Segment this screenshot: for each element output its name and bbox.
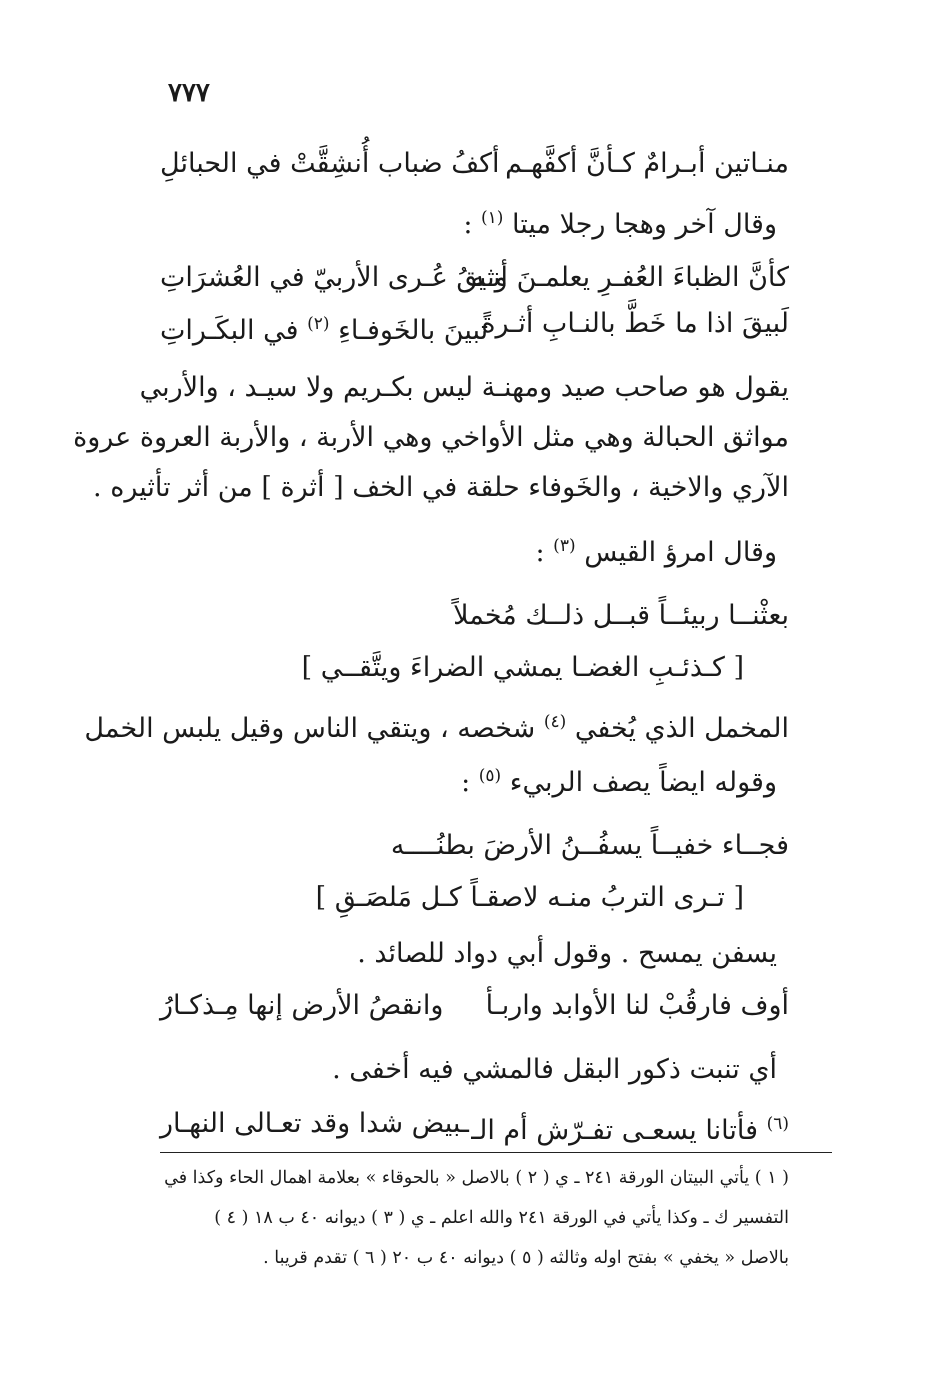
- verse-line-4: بعثْنــا ربيئــاً قبــل ذلــك مُخملاً: [453, 600, 789, 631]
- paragraph-1-line-1: يقول هو صاحب صيد ومهنـة ليس بكـريم ولا سيـد ، والأربي: [139, 372, 789, 403]
- footnote-ref-3: (٣): [553, 536, 576, 556]
- verse-line-7: [160, 1104, 789, 1144]
- footnote-ref-2: (٢): [307, 314, 330, 334]
- verse-7-second-hemistich: ـبيض شدا وقد تعـالى النهـار: [160, 1108, 469, 1139]
- verse-3-second-post: في البكَـراتِ: [160, 315, 299, 346]
- intro-line-3: [461, 766, 777, 799]
- verse-line-1: [160, 144, 789, 184]
- intro-line-2: [535, 536, 777, 569]
- footnote-ref-6: (٦): [766, 1114, 789, 1134]
- verse-3-second-hemistich: [160, 304, 488, 351]
- intro-1-colon: :: [463, 209, 473, 240]
- intro-1-text: وقال آخر وهجا رجلا ميتا: [512, 209, 777, 240]
- verse-1-first-hemistich: منـاتين أبـرامٌ كـأنَّ أكفَّهـم: [505, 148, 789, 179]
- verse-line-5: فجــاء خفيــاً يسفُــنُ الأرضَ بطنُــــه: [390, 830, 789, 861]
- paragraph-2-pre: المخمل الذي يُخفي: [574, 713, 789, 744]
- intro-2-text: وقال امرؤ القيس: [584, 537, 777, 568]
- verse-line-2: [160, 258, 789, 298]
- intro-2-colon: :: [535, 537, 545, 568]
- paragraph-2-line-1: [84, 712, 789, 745]
- verse-6-first-hemistich: أوف فارقُبْ لنا الأوابد واربـأ: [485, 990, 789, 1021]
- verse-2-first-hemistich: كأنَّ الظباءَ العُفـرِ يعلمـنَ أنـه: [470, 262, 789, 293]
- verse-1-second-hemistich: أكفُ ضباب أُنشِقَّتْ في الحبائلِ: [160, 148, 500, 179]
- footnote-ref-5: (٥): [478, 766, 502, 786]
- verse-3-first-hemistich: لَبيقَ اذا ما خَطَّ بالنـابِ أثـرةً: [481, 308, 789, 339]
- paragraph-2-post: شخصه ، ويتقي الناس وقيل يلبس الخمل: [84, 713, 536, 744]
- footnote-ref-4: (٤): [543, 712, 567, 732]
- verse-line-4-completion: [ كـذئـبِ الغضـا يمشي الضراءَ ويتَّقــي ]: [301, 652, 744, 683]
- verse-line-5-completion: [ تـرى التربُ منـه لاصقـاً كـل مَلصَـقِ ]: [315, 882, 744, 913]
- paragraph-1-line-3: الآري والاخية ، والخَوفاء حلقة في الخف [ أثرة ] من أثر تأثيره .: [93, 472, 789, 503]
- verse-7-first-hemistich: [471, 1104, 789, 1151]
- verse-line-6: [160, 986, 789, 1026]
- intro-line-1: [463, 208, 777, 241]
- footnote-line-3: بالاصل « يخفي » بفتح اوله وثالثه ( ٥ ) ديوانه ٤٠ ب ٢٠ ( ٦ ) تقدم قريبا .: [263, 1248, 789, 1268]
- verse-2-second-hemistich: وثيقُ عُـرى الأربيّ في العُشرَاتِ: [160, 262, 508, 293]
- footnote-ref-1: (١): [481, 208, 504, 228]
- verse-3-second-pre: تبينَ بالخَوفـاءِ: [338, 315, 489, 346]
- verse-6-second-hemistich: وانقصُ الأرض إنها مِـذكـارُ: [160, 990, 444, 1021]
- verse-7-first-text: فأتانا يسعـى تفـرّش أم الـ: [471, 1115, 758, 1146]
- paragraph-1-line-2: مواثق الحبالة وهي مثل الأواخي وهي الأربة ، والأربة العروة عروة: [73, 422, 789, 453]
- page-number: ٧٧٧: [168, 78, 210, 108]
- paragraph-4: أي تنبت ذكور البقل فالمشي فيه أخفى .: [332, 1054, 777, 1085]
- footnote-divider: [160, 1152, 832, 1153]
- footnote-line-1: ( ١ ) يأتي البيتان الورقة ٢٤١ ـ ي ( ٢ ) بالاصل « بالحوقاء » بعلامة اهمال الحاء وكذا في: [164, 1168, 789, 1188]
- footnote-line-2: التفسير ك ـ وكذا يأتي في الورقة ٢٤١ والله اعلم ـ ي ( ٣ ) ديوانه ٤٠ ب ١٨ ( ٤ ): [214, 1208, 789, 1228]
- intro-3-colon: :: [461, 767, 471, 798]
- intro-3-text: وقوله ايضاً يصف الربيء: [509, 767, 777, 798]
- paragraph-3: يسفن يمسح . وقول أبي دواد للصائد .: [357, 938, 777, 969]
- verse-line-3: [160, 304, 789, 344]
